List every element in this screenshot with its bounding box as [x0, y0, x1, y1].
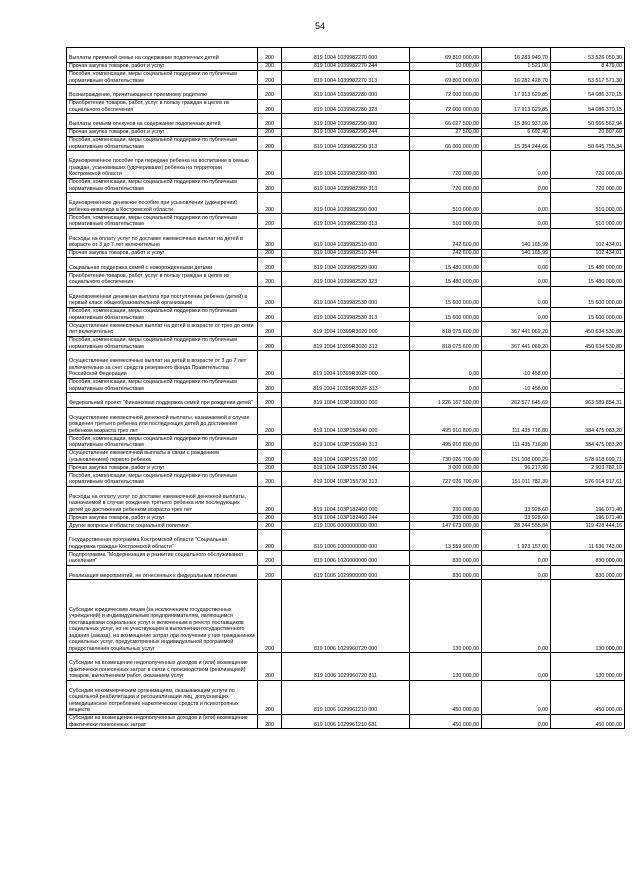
row-unexecuted-cell: 53 517 571,30: [551, 70, 625, 85]
row-name-cell: Расходы на оплату услуг по доставке ежемесячных выплат на детей в возрасте от 3 до 7 лет включительно: [67, 228, 258, 249]
table-row: [67, 551, 625, 566]
table-row: [67, 128, 625, 136]
row-code-cell: 200: [258, 257, 282, 272]
row-name-cell: Пособия, компенсации, меры социальной поддержки по публичным нормативным обязательствам: [67, 435, 258, 450]
row-name-cell: Приобретение товаров, работ, услуг в пользу граждан в целях их социального обеспечения: [67, 272, 258, 287]
row-kbk-cell: 819 1004 1039982510 244: [282, 249, 410, 257]
row-unexecuted-cell: 8 479,00: [551, 62, 625, 70]
row-unexecuted-cell: 450 000,00: [551, 714, 625, 729]
row-approved-cell: 69 800 000,00: [410, 70, 482, 85]
row-name-cell: Пособия, компенсации, меры социальной поддержки по публичным нормативным обязательствам: [67, 472, 258, 487]
row-executed-cell: 0,00: [482, 580, 551, 653]
table-row: [67, 48, 625, 63]
row-kbk-cell: 819 1004 1039982360 000: [282, 151, 410, 179]
row-executed-cell: 0,00: [482, 272, 551, 287]
row-approved-cell: 450 000,00: [410, 714, 482, 729]
row-approved-cell: 69 810 000,00: [410, 48, 482, 63]
row-approved-cell: 495 910 800,00: [410, 407, 482, 435]
row-unexecuted-cell: 15 600 000,00: [551, 286, 625, 307]
row-unexecuted-cell: 15 480 000,00: [551, 272, 625, 287]
table-row: [67, 486, 625, 514]
row-name-cell: Подпрограмма "Модернизация и развитие социального обслуживания населения": [67, 551, 258, 566]
row-executed-cell: 28 244 555,84: [482, 522, 551, 530]
row-name-cell: Прочая закупка товаров, работ и услуг: [67, 464, 258, 472]
table-row: [67, 322, 625, 337]
row-code-cell: 200: [258, 272, 282, 287]
row-name-cell: Пособия, компенсации, меры социальной поддержки по публичным нормативным обязательствам: [67, 214, 258, 229]
row-unexecuted-cell: 450 634 530,80: [551, 322, 625, 337]
row-kbk-cell: 819 1004 1039982270 313: [282, 70, 410, 85]
table-row: [67, 136, 625, 151]
row-executed-cell: 0,00: [482, 653, 551, 681]
row-executed-cell: 15 360 937,06: [482, 114, 551, 129]
page-number: 54: [314, 21, 325, 31]
row-executed-cell: 140 165,99: [482, 228, 551, 249]
row-unexecuted-cell: 130 000,00: [551, 653, 625, 681]
row-kbk-cell: 819 1004 10399R3020 313: [282, 336, 410, 351]
row-code-cell: 200: [258, 99, 282, 114]
row-code-cell: 200: [258, 435, 282, 450]
row-executed-cell: 16 283 949,70: [482, 48, 551, 63]
row-executed-cell: 0,00: [482, 680, 551, 714]
table-row: [67, 114, 625, 129]
row-name-cell: Пособия, компенсации, меры социальной поддержки по публичным нормативным обязательствам: [67, 336, 258, 351]
row-kbk-cell: 819 1006 1029960720 811: [282, 653, 410, 681]
row-kbk-cell: 819 1004 1039982520 323: [282, 272, 410, 287]
row-approved-cell: 730 026 700,00: [410, 449, 482, 464]
row-executed-cell: 17 913 629,85: [482, 85, 551, 100]
row-kbk-cell: 819 1004 103P150840 313: [282, 435, 410, 450]
row-executed-cell: 0,00: [482, 257, 551, 272]
row-code-cell: 200: [258, 680, 282, 714]
row-approved-cell: 72 000 000,00: [410, 99, 482, 114]
table-row: [67, 530, 625, 551]
row-approved-cell: 720 000,00: [410, 178, 482, 193]
row-kbk-cell: 819 1006 0000000000 000: [282, 522, 410, 530]
row-code-cell: 200: [258, 530, 282, 551]
row-kbk-cell: 819 1004 1039982510 000: [282, 228, 410, 249]
row-code-cell: 200: [258, 393, 282, 408]
row-executed-cell: 6 692,40: [482, 128, 551, 136]
row-unexecuted-cell: 54 086 370,15: [551, 85, 625, 100]
row-code-cell: 200: [258, 228, 282, 249]
table-row: [67, 680, 625, 714]
row-unexecuted-cell: 130 000,00: [551, 580, 625, 653]
table-row: [67, 228, 625, 249]
row-approved-cell: 510 000,00: [410, 193, 482, 214]
row-name-cell: Социальная поддержка семей с новорожденными детьми: [67, 257, 258, 272]
row-unexecuted-cell: 2 903 782,10: [551, 464, 625, 472]
row-executed-cell: 0,00: [482, 151, 551, 179]
table-row: [67, 99, 625, 114]
table-row: [67, 580, 625, 653]
row-executed-cell: 0,00: [482, 214, 551, 229]
row-executed-cell: 15 354 244,66: [482, 136, 551, 151]
table-row: [67, 151, 625, 179]
row-executed-cell: 0,00: [482, 286, 551, 307]
table-row: [67, 378, 625, 393]
table-row: [67, 307, 625, 322]
row-code-cell: 200: [258, 407, 282, 435]
row-code-cell: 200: [258, 580, 282, 653]
row-executed-cell: 16 282 428,70: [482, 70, 551, 85]
row-approved-cell: 230 000,00: [410, 514, 482, 522]
row-approved-cell: 242 600,00: [410, 228, 482, 249]
row-approved-cell: 27 500,00: [410, 128, 482, 136]
row-executed-cell: 111 435 716,80: [482, 435, 551, 450]
row-kbk-cell: 819 1004 1039982530 000: [282, 286, 410, 307]
row-unexecuted-cell: 384 475 083,20: [551, 407, 625, 435]
row-approved-cell: 10 000,00: [410, 62, 482, 70]
row-unexecuted-cell: 15 480 000,00: [551, 257, 625, 272]
row-unexecuted-cell: 510 000,00: [551, 193, 625, 214]
row-code-cell: 200: [258, 151, 282, 179]
row-unexecuted-cell: 720 000,00: [551, 178, 625, 193]
row-kbk-cell: 819 1004 1039982530 313: [282, 307, 410, 322]
row-unexecuted-cell: 830 000,00: [551, 551, 625, 566]
row-executed-cell: 0,00: [482, 307, 551, 322]
row-name-cell: Государственная программа Костромской области "Социальная поддержка граждан Костромской области": [67, 530, 258, 551]
row-name-cell: Субсидии юридическим лицам (за исключением государственных учреждений) и индивидуальным предпринимателям, являющимся поставщиками социальных услуг и включенным в реестр поставщиков социальных услуг, но не участвующим в выполнении государственного задания (заказа), на возмещение затрат при получении у них гражданином социальных услуг, предусмотренных индивидуальной программой предоставления социальных услуг: [67, 580, 258, 653]
row-unexecuted-cell: 830 000,00: [551, 565, 625, 580]
table-row: [67, 565, 625, 580]
row-kbk-cell: 819 1004 1039982520 000: [282, 257, 410, 272]
row-unexecuted-cell: -: [551, 378, 625, 393]
row-name-cell: Расходы на оплату услуг по доставке ежемесячной денежной выплаты, назначаемой в случае рождения третьего ребенка или последующих детей до достижения ребенком возраста трех лет: [67, 486, 258, 514]
row-code-cell: 200: [258, 70, 282, 85]
row-approved-cell: 147 673 000,00: [410, 522, 482, 530]
row-name-cell: Выплаты приемной семье на содержание подопечных детей: [67, 48, 258, 63]
row-executed-cell: 151 108 000,29: [482, 449, 551, 464]
row-approved-cell: 830 000,00: [410, 565, 482, 580]
row-approved-cell: 66 027 500,00: [410, 114, 482, 129]
row-code-cell: 200: [258, 85, 282, 100]
row-unexecuted-cell: 11 636 743,00: [551, 530, 625, 551]
row-code-cell: 200: [258, 178, 282, 193]
row-name-cell: Осуществление ежемесячной выплаты в связи с рождением (усыновлением) первого ребенка: [67, 449, 258, 464]
row-name-cell: Единовременное денежное пособие при усыновлении (удочерении) ребенка-инвалида в Костромской области: [67, 193, 258, 214]
row-code-cell: 200: [258, 136, 282, 151]
row-approved-cell: 727 026 700,00: [410, 472, 482, 487]
row-approved-cell: 3 000 000,00: [410, 464, 482, 472]
row-executed-cell: -10 458,00: [482, 378, 551, 393]
row-name-cell: Вознаграждение, причитающееся приемному родителю: [67, 85, 258, 100]
row-name-cell: Единовременное пособие при передаче ребенка на воспитание в семью граждан, усыновивших (удочеривших) ребенка на территории Костромской области: [67, 151, 258, 179]
row-executed-cell: 33 928,60: [482, 486, 551, 514]
row-executed-cell: 140 165,99: [482, 249, 551, 257]
row-kbk-cell: 819 1006 1029961210 631: [282, 714, 410, 729]
row-unexecuted-cell: 15 600 000,00: [551, 307, 625, 322]
row-code-cell: 200: [258, 514, 282, 522]
row-approved-cell: 720 000,00: [410, 151, 482, 179]
row-executed-cell: 111 435 716,80: [482, 407, 551, 435]
row-code-cell: 200: [258, 378, 282, 393]
table-row: [67, 714, 625, 729]
row-name-cell: Прочая закупка товаров, работ и услуг: [67, 514, 258, 522]
row-code-cell: 200: [258, 449, 282, 464]
table-row: [67, 257, 625, 272]
table-row: [67, 449, 625, 464]
row-unexecuted-cell: 450 000,00: [551, 680, 625, 714]
row-unexecuted-cell: 720 000,00: [551, 151, 625, 179]
row-executed-cell: 1 923 157,00: [482, 530, 551, 551]
row-approved-cell: 1 226 167 500,00: [410, 393, 482, 408]
row-code-cell: 200: [258, 472, 282, 487]
table-row: [67, 393, 625, 408]
row-kbk-cell: 819 1004 1039982280 323: [282, 99, 410, 114]
row-kbk-cell: 819 1004 1039982280 000: [282, 85, 410, 100]
row-unexecuted-cell: 576 014 917,61: [551, 472, 625, 487]
row-name-cell: Пособия, компенсации, меры социальной поддержки по публичным нормативным обязательствам: [67, 136, 258, 151]
table-row: [67, 178, 625, 193]
row-code-cell: 200: [258, 551, 282, 566]
table-row: [67, 85, 625, 100]
row-unexecuted-cell: 102 434,01: [551, 228, 625, 249]
row-code-cell: 200: [258, 114, 282, 129]
row-kbk-cell: 819 1004 1039982390 313: [282, 214, 410, 229]
row-executed-cell: 151 011 782,39: [482, 472, 551, 487]
table-row: [67, 336, 625, 351]
row-executed-cell: 1 521,00: [482, 62, 551, 70]
row-code-cell: 200: [258, 336, 282, 351]
row-name-cell: Прочая закупка товаров, работ и услуг: [67, 62, 258, 70]
row-executed-cell: 0,00: [482, 565, 551, 580]
row-approved-cell: 818 075 600,00: [410, 322, 482, 337]
row-executed-cell: 17 913 629,85: [482, 99, 551, 114]
row-name-cell: Федеральный проект "Финансовая поддержка семей при рождении детей": [67, 393, 258, 408]
row-name-cell: Выплаты семьям опекунов на содержание подопечных детей: [67, 114, 258, 129]
table-row: [67, 435, 625, 450]
row-code-cell: 200: [258, 48, 282, 63]
row-name-cell: Реализация мероприятий, не отнесенных к федеральным проектам: [67, 565, 258, 580]
row-kbk-cell: 819 1004 1039982270 000: [282, 48, 410, 63]
row-kbk-cell: 819 1004 10399R302F 000: [282, 351, 410, 379]
row-name-cell: Другие вопросы в области социальной политики: [67, 522, 258, 530]
row-approved-cell: 130 000,00: [410, 580, 482, 653]
table-row: [67, 62, 625, 70]
row-code-cell: 200: [258, 565, 282, 580]
row-name-cell: Пособия, компенсации, меры социальной поддержки по публичным нормативным обязательствам: [67, 70, 258, 85]
row-name-cell: Прочая закупка товаров, работ и услуг: [67, 249, 258, 257]
row-name-cell: Прочая закупка товаров, работ и услуг: [67, 128, 258, 136]
row-kbk-cell: 819 1004 1039982290 000: [282, 114, 410, 129]
row-code-cell: 200: [258, 351, 282, 379]
row-code-cell: 200: [258, 307, 282, 322]
row-unexecuted-cell: 510 000,00: [551, 214, 625, 229]
row-name-cell: Пособия, компенсации, меры социальной поддержки по публичным нормативным обязательствам: [67, 307, 258, 322]
row-code-cell: 200: [258, 464, 282, 472]
row-code-cell: 200: [258, 522, 282, 530]
row-name-cell: Осуществление ежемесячных выплат на детей в возрасте от трех до семи лет включительно: [67, 322, 258, 337]
table-row: [67, 351, 625, 379]
row-kbk-cell: 819 1004 1039982390 000: [282, 193, 410, 214]
row-unexecuted-cell: -: [551, 351, 625, 379]
table-row: [67, 272, 625, 287]
row-executed-cell: 367 441 069,20: [482, 336, 551, 351]
row-kbk-cell: 819 1004 1039982290 313: [282, 136, 410, 151]
row-executed-cell: 0,00: [482, 714, 551, 729]
row-unexecuted-cell: 119 428 444,16: [551, 522, 625, 530]
row-code-cell: 200: [258, 193, 282, 214]
row-name-cell: Субсидии на возмещение недополученных доходов и (или) возмещение фактически понесенных затрат в связи с производством (реализацией) товаров, выполнением работ, оказанием услуг: [67, 653, 258, 681]
row-unexecuted-cell: 20 807,60: [551, 128, 625, 136]
table-row: [67, 70, 625, 85]
row-unexecuted-cell: 50 645 755,34: [551, 136, 625, 151]
row-unexecuted-cell: 53 526 050,30: [551, 48, 625, 63]
row-approved-cell: 818 075 600,00: [410, 336, 482, 351]
row-executed-cell: 0,00: [482, 551, 551, 566]
table-row: [67, 407, 625, 435]
table-body: [67, 48, 625, 729]
row-executed-cell: 0,00: [482, 193, 551, 214]
row-kbk-cell: 819 1004 1039982360 313: [282, 178, 410, 193]
table-row: [67, 249, 625, 257]
row-approved-cell: 510 000,00: [410, 214, 482, 229]
row-approved-cell: 15 600 000,00: [410, 286, 482, 307]
row-code-cell: 200: [258, 653, 282, 681]
row-approved-cell: 13 559 900,00: [410, 530, 482, 551]
row-code-cell: 200: [258, 714, 282, 729]
row-kbk-cell: 819 1004 103P150840 000: [282, 407, 410, 435]
table-row: [67, 286, 625, 307]
table-row: [67, 193, 625, 214]
row-approved-cell: 242 600,00: [410, 249, 482, 257]
row-code-cell: 200: [258, 286, 282, 307]
row-name-cell: Осуществление ежемесячной денежной выплаты, назначаемой в случае рождения третьего ребенка или последующих детей до достижения ребенком возраста трех лет: [67, 407, 258, 435]
row-approved-cell: 15 600 000,00: [410, 307, 482, 322]
row-name-cell: Пособия, компенсации, меры социальной поддержки по публичным нормативным обязательствам: [67, 378, 258, 393]
row-kbk-cell: 819 1006 1029960720 000: [282, 580, 410, 653]
row-kbk-cell: 819 1004 103P182460 244: [282, 514, 410, 522]
row-approved-cell: 830 000,00: [410, 551, 482, 566]
row-name-cell: Субсидии на возмещение недополученных доходов и (или) возмещение фактически понесенных затрат: [67, 714, 258, 729]
row-kbk-cell: 819 1004 10399R302F 313: [282, 378, 410, 393]
row-code-cell: 200: [258, 128, 282, 136]
row-approved-cell: 450 000,00: [410, 680, 482, 714]
row-kbk-cell: 819 1004 103P155730 313: [282, 472, 410, 487]
row-unexecuted-cell: 196 071,40: [551, 514, 625, 522]
row-code-cell: 200: [258, 322, 282, 337]
row-executed-cell: 33 928,60: [482, 514, 551, 522]
row-unexecuted-cell: 963 589 854,31: [551, 393, 625, 408]
row-code-cell: 200: [258, 62, 282, 70]
table-row: [67, 653, 625, 681]
row-kbk-cell: 819 1004 103P155730 000: [282, 449, 410, 464]
row-approved-cell: 72 000 000,00: [410, 85, 482, 100]
table-row: [67, 214, 625, 229]
row-executed-cell: 96 217,90: [482, 464, 551, 472]
table-row: [67, 514, 625, 522]
row-unexecuted-cell: 196 071,40: [551, 486, 625, 514]
row-name-cell: Субсидии некоммерческим организациям, оказывающим услуги по социальной реабилитации и ресоциализации лиц, допускающих немедицинское потребление наркотических средств и психотропных веществ: [67, 680, 258, 714]
row-executed-cell: 0,00: [482, 178, 551, 193]
table-row: [67, 464, 625, 472]
row-name-cell: Осуществление ежемесячных выплат на детей в возрасте от 3 до 7 лет включительно за счет средств резервного фонда Правительства Российской Федерации: [67, 351, 258, 379]
row-approved-cell: 0,00: [410, 351, 482, 379]
row-approved-cell: 15 480 000,00: [410, 257, 482, 272]
row-executed-cell: -10 458,00: [482, 351, 551, 379]
row-unexecuted-cell: 102 434,01: [551, 249, 625, 257]
row-approved-cell: 0,00: [410, 378, 482, 393]
row-code-cell: 200: [258, 486, 282, 514]
row-kbk-cell: 819 1004 103P155730 244: [282, 464, 410, 472]
row-kbk-cell: 819 1004 1039982270 244: [282, 62, 410, 70]
row-kbk-cell: 819 1006 1000000000 000: [282, 530, 410, 551]
row-name-cell: Единовременная денежная выплата при поступлении ребенка (детей) в первый класс общеобразовательной организации: [67, 286, 258, 307]
row-kbk-cell: 819 1004 10399R3020 000: [282, 322, 410, 337]
row-kbk-cell: 819 1006 1029900000 000: [282, 565, 410, 580]
row-unexecuted-cell: 578 918 699,71: [551, 449, 625, 464]
row-code-cell: 200: [258, 214, 282, 229]
row-kbk-cell: 819 1004 103P100000 000: [282, 393, 410, 408]
row-name-cell: Приобретение товаров, работ, услуг в пользу граждан в целях их социального обеспечения: [67, 99, 258, 114]
row-unexecuted-cell: 50 666 562,94: [551, 114, 625, 129]
budget-execution-table: [66, 47, 625, 729]
row-approved-cell: 230 000,00: [410, 486, 482, 514]
row-name-cell: Пособия, компенсации, меры социальной поддержки по публичным нормативным обязательствам: [67, 178, 258, 193]
row-kbk-cell: 819 1006 1020000000 000: [282, 551, 410, 566]
table-row: [67, 522, 625, 530]
row-executed-cell: 367 441 069,20: [482, 322, 551, 337]
row-approved-cell: 66 000 000,00: [410, 136, 482, 151]
table-row: [67, 472, 625, 487]
row-unexecuted-cell: 450 634 530,80: [551, 336, 625, 351]
row-kbk-cell: 819 1004 103P182460 000: [282, 486, 410, 514]
row-unexecuted-cell: 384 475 083,20: [551, 435, 625, 450]
row-code-cell: 200: [258, 249, 282, 257]
row-executed-cell: 262 577 645,69: [482, 393, 551, 408]
row-approved-cell: 495 910 800,00: [410, 435, 482, 450]
row-approved-cell: 130 000,00: [410, 653, 482, 681]
row-unexecuted-cell: 54 086 370,15: [551, 99, 625, 114]
row-approved-cell: 15 480 000,00: [410, 272, 482, 287]
row-kbk-cell: 819 1006 1029961210 000: [282, 680, 410, 714]
row-kbk-cell: 819 1004 1039982290 244: [282, 128, 410, 136]
